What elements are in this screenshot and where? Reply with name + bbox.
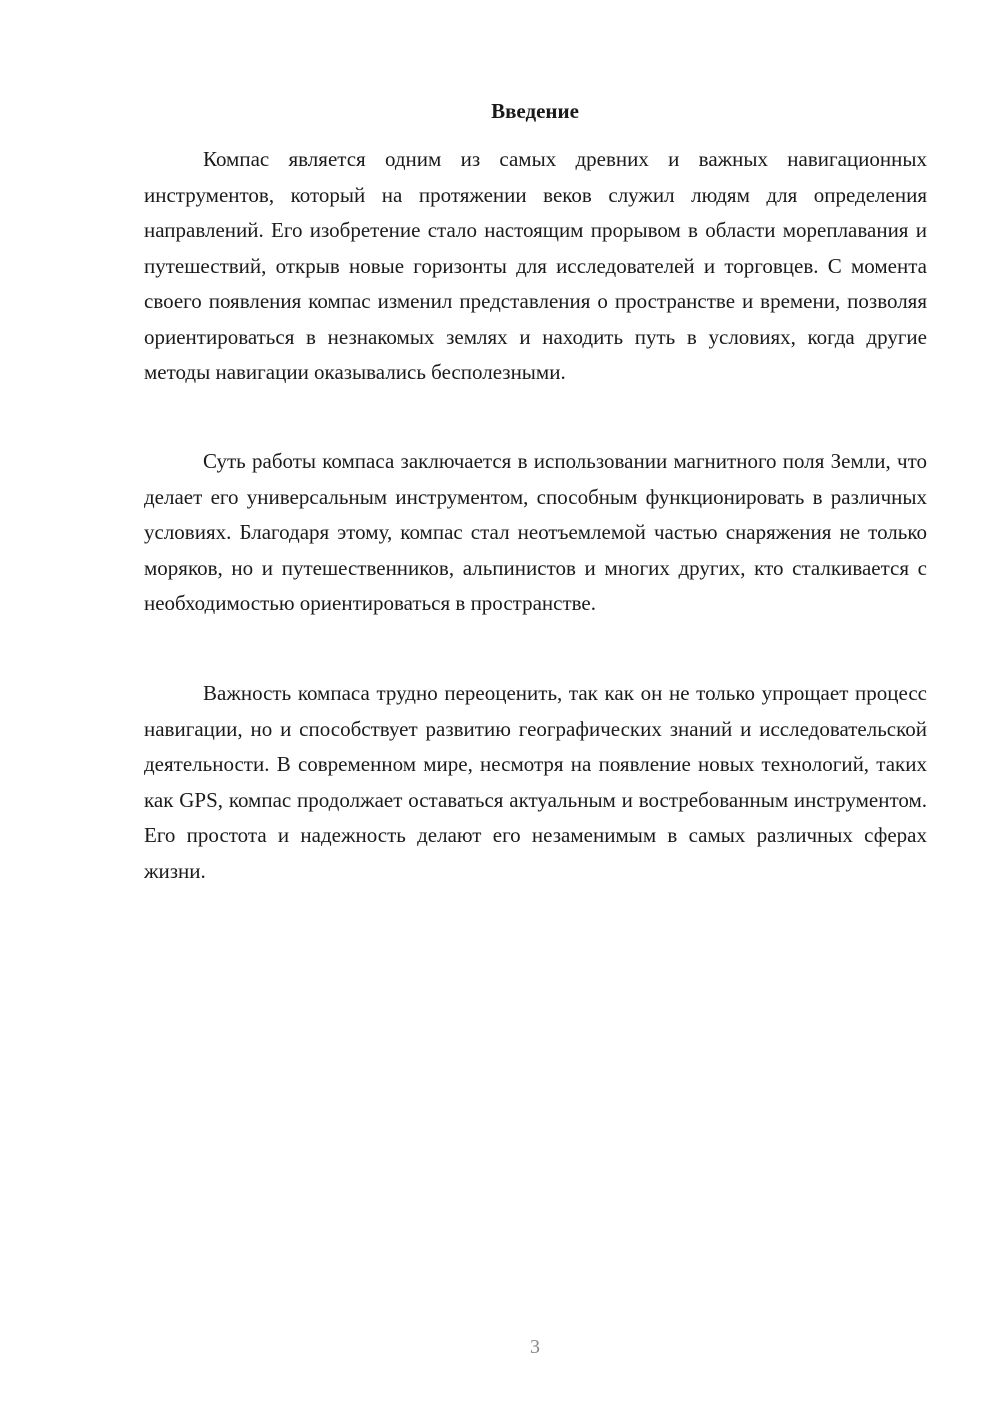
paragraph-3: Важность компаса трудно переоценить, так как он не только упрощает процесс навигации, но и способствует развитию географических знаний и исследовательской деятельности. В современном мире, несмотря на появление новых технологий, таких как GPS, компас продолжает оставаться актуальным и востребованным инструментом. Его простота и надежность делают его незаменимым в самых различных сферах жизни.: [144, 681, 927, 883]
page-number: 3: [530, 1336, 540, 1358]
paragraph-1: Компас является одним из самых древних и важных навигационных инструментов, который на протяжении веков служил людям для определения направлений. Его изобретение стало настоящим прорывом в области мореплавания и путешествий, открыв новые горизонты для исследователей и торговцев. С момента своего появления компас изменил представления о пространстве и времени, позволяя ориентироваться в незнакомых землях и находить путь в условиях, когда другие методы навигации оказывались бесполезными.: [144, 147, 927, 384]
section-heading: Введение: [491, 99, 579, 123]
paragraph-2: Суть работы компаса заключается в использовании магнитного поля Земли, что делает его универсальным инструментом, способным функционировать в различных условиях. Благодаря этому, компас стал неотъемлемой частью снаряжения не только моряков, но и путешественников, альпинистов и многих других, кто сталкивается с необходимостью ориентироваться в пространстве.: [144, 449, 927, 615]
